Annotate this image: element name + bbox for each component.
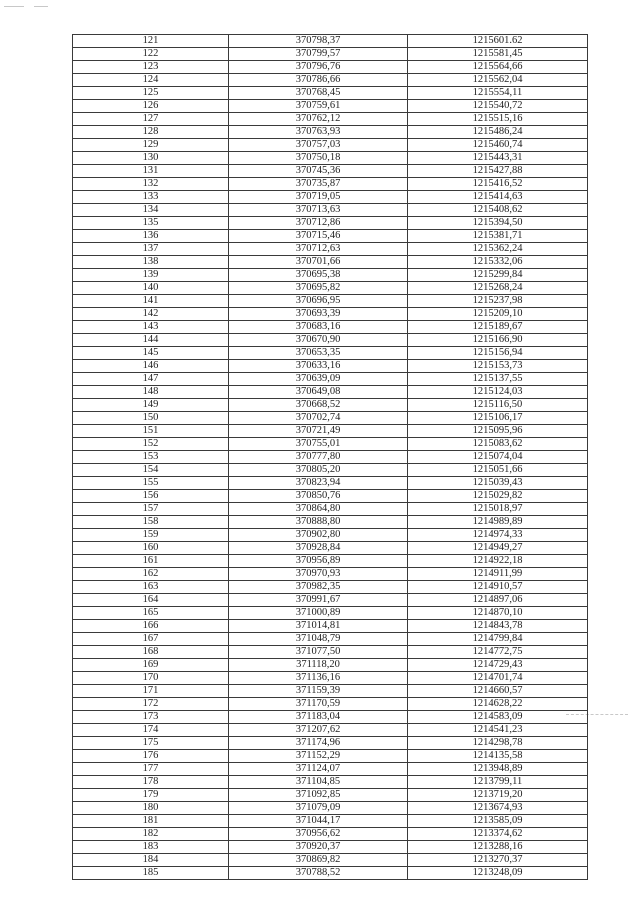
table-row xyxy=(73,438,588,451)
x-coordinate-cell: 370850,76 xyxy=(229,490,408,503)
x-coordinate-cell: 370956,62 xyxy=(229,828,408,841)
point-number-cell: 152 xyxy=(73,438,229,451)
point-number-cell: 125 xyxy=(73,87,229,100)
x-coordinate-cell: 370715,46 xyxy=(229,230,408,243)
y-coordinate-cell: 1215106,17 xyxy=(408,412,588,425)
y-coordinate-cell: 1215416,52 xyxy=(408,178,588,191)
x-coordinate-cell: 370693,39 xyxy=(229,308,408,321)
point-number-cell: 151 xyxy=(73,425,229,438)
table-row xyxy=(73,139,588,152)
y-coordinate-cell: 1215332,06 xyxy=(408,256,588,269)
point-number-cell: 141 xyxy=(73,295,229,308)
y-coordinate-cell: 1215268,24 xyxy=(408,282,588,295)
x-coordinate-cell: 371124,07 xyxy=(229,763,408,776)
point-number-cell: 181 xyxy=(73,815,229,828)
point-number-cell: 179 xyxy=(73,789,229,802)
x-coordinate-cell: 370696,95 xyxy=(229,295,408,308)
table-row xyxy=(73,555,588,568)
point-number-cell: 170 xyxy=(73,672,229,685)
y-coordinate-cell: 1214772,75 xyxy=(408,646,588,659)
x-coordinate-cell: 371183,04 xyxy=(229,711,408,724)
coordinates-table-body xyxy=(73,35,588,880)
table-row xyxy=(73,646,588,659)
point-number-cell: 128 xyxy=(73,126,229,139)
point-number-cell: 165 xyxy=(73,607,229,620)
x-coordinate-cell: 371152,29 xyxy=(229,750,408,763)
table-row xyxy=(73,386,588,399)
y-coordinate-cell: 1215564,66 xyxy=(408,61,588,74)
x-coordinate-cell: 371014,81 xyxy=(229,620,408,633)
point-number-cell: 144 xyxy=(73,334,229,347)
coordinates-table xyxy=(72,34,588,880)
table-row xyxy=(73,672,588,685)
y-coordinate-cell: 1214922,18 xyxy=(408,555,588,568)
y-coordinate-cell: 1215299,84 xyxy=(408,269,588,282)
table-row xyxy=(73,308,588,321)
table-row xyxy=(73,230,588,243)
x-coordinate-cell: 370750,18 xyxy=(229,152,408,165)
point-number-cell: 142 xyxy=(73,308,229,321)
x-coordinate-cell: 371159,39 xyxy=(229,685,408,698)
y-coordinate-cell: 1214911,99 xyxy=(408,568,588,581)
x-coordinate-cell: 370757,03 xyxy=(229,139,408,152)
point-number-cell: 174 xyxy=(73,724,229,737)
table-row xyxy=(73,74,588,87)
y-coordinate-cell: 1215515,16 xyxy=(408,113,588,126)
point-number-cell: 135 xyxy=(73,217,229,230)
table-row xyxy=(73,152,588,165)
point-number-cell: 169 xyxy=(73,659,229,672)
y-coordinate-cell: 1214729,43 xyxy=(408,659,588,672)
table-row xyxy=(73,412,588,425)
point-number-cell: 183 xyxy=(73,841,229,854)
table-row xyxy=(73,711,588,724)
x-coordinate-cell: 370702,74 xyxy=(229,412,408,425)
y-coordinate-cell: 1215581,45 xyxy=(408,48,588,61)
y-coordinate-cell: 1215153,73 xyxy=(408,360,588,373)
x-coordinate-cell: 371174,96 xyxy=(229,737,408,750)
y-coordinate-cell: 1213288,16 xyxy=(408,841,588,854)
point-number-cell: 185 xyxy=(73,867,229,880)
table-row xyxy=(73,373,588,386)
table-row xyxy=(73,802,588,815)
point-number-cell: 129 xyxy=(73,139,229,152)
table-row xyxy=(73,256,588,269)
y-coordinate-cell: 1215408,62 xyxy=(408,204,588,217)
y-coordinate-cell: 1214701,74 xyxy=(408,672,588,685)
y-coordinate-cell: 1214989,89 xyxy=(408,516,588,529)
y-coordinate-cell: 1213374,62 xyxy=(408,828,588,841)
x-coordinate-cell: 370796,76 xyxy=(229,61,408,74)
point-number-cell: 155 xyxy=(73,477,229,490)
point-number-cell: 127 xyxy=(73,113,229,126)
x-coordinate-cell: 370888,80 xyxy=(229,516,408,529)
y-coordinate-cell: 1215189,67 xyxy=(408,321,588,334)
point-number-cell: 153 xyxy=(73,451,229,464)
x-coordinate-cell: 370864,80 xyxy=(229,503,408,516)
y-coordinate-cell: 1213270,37 xyxy=(408,854,588,867)
x-coordinate-cell: 370823,94 xyxy=(229,477,408,490)
table-row xyxy=(73,204,588,217)
point-number-cell: 150 xyxy=(73,412,229,425)
table-row xyxy=(73,529,588,542)
table-row xyxy=(73,594,588,607)
y-coordinate-cell: 1215381,71 xyxy=(408,230,588,243)
point-number-cell: 121 xyxy=(73,35,229,48)
table-row xyxy=(73,737,588,750)
y-coordinate-cell: 1214949,27 xyxy=(408,542,588,555)
x-coordinate-cell: 370649,08 xyxy=(229,386,408,399)
table-row xyxy=(73,633,588,646)
y-coordinate-cell: 1215029,82 xyxy=(408,490,588,503)
y-coordinate-cell: 1215209,10 xyxy=(408,308,588,321)
y-coordinate-cell: 1214628,22 xyxy=(408,698,588,711)
x-coordinate-cell: 370928,84 xyxy=(229,542,408,555)
point-number-cell: 139 xyxy=(73,269,229,282)
point-number-cell: 137 xyxy=(73,243,229,256)
table-row xyxy=(73,61,588,74)
x-coordinate-cell: 371170,59 xyxy=(229,698,408,711)
x-coordinate-cell: 370786,66 xyxy=(229,74,408,87)
scan-artifact xyxy=(34,6,48,7)
table-row xyxy=(73,659,588,672)
y-coordinate-cell: 1214541,23 xyxy=(408,724,588,737)
table-row xyxy=(73,243,588,256)
table-row xyxy=(73,282,588,295)
table-row xyxy=(73,321,588,334)
x-coordinate-cell: 371118,20 xyxy=(229,659,408,672)
x-coordinate-cell: 370805,20 xyxy=(229,464,408,477)
point-number-cell: 158 xyxy=(73,516,229,529)
table-row xyxy=(73,464,588,477)
table-row xyxy=(73,581,588,594)
y-coordinate-cell: 1215095,96 xyxy=(408,425,588,438)
table-row xyxy=(73,399,588,412)
table-row xyxy=(73,516,588,529)
y-coordinate-cell: 1214135,58 xyxy=(408,750,588,763)
table-row xyxy=(73,217,588,230)
table-row xyxy=(73,425,588,438)
table-row xyxy=(73,48,588,61)
table-row xyxy=(73,503,588,516)
table-row xyxy=(73,347,588,360)
point-number-cell: 168 xyxy=(73,646,229,659)
point-number-cell: 164 xyxy=(73,594,229,607)
x-coordinate-cell: 370701,66 xyxy=(229,256,408,269)
x-coordinate-cell: 370712,86 xyxy=(229,217,408,230)
point-number-cell: 147 xyxy=(73,373,229,386)
table-row xyxy=(73,724,588,737)
x-coordinate-cell: 370755,01 xyxy=(229,438,408,451)
table-row xyxy=(73,178,588,191)
table-row xyxy=(73,165,588,178)
y-coordinate-cell: 1214910,57 xyxy=(408,581,588,594)
point-number-cell: 159 xyxy=(73,529,229,542)
y-coordinate-cell: 1215540,72 xyxy=(408,100,588,113)
x-coordinate-cell: 370956,89 xyxy=(229,555,408,568)
y-coordinate-cell: 1215116,50 xyxy=(408,399,588,412)
scan-artifact xyxy=(4,6,24,7)
point-number-cell: 133 xyxy=(73,191,229,204)
y-coordinate-cell: 1215460,74 xyxy=(408,139,588,152)
table-row xyxy=(73,607,588,620)
y-coordinate-cell: 1215443,31 xyxy=(408,152,588,165)
x-coordinate-cell: 370721,49 xyxy=(229,425,408,438)
point-number-cell: 171 xyxy=(73,685,229,698)
x-coordinate-cell: 370695,38 xyxy=(229,269,408,282)
y-coordinate-cell: 1214870,10 xyxy=(408,607,588,620)
table-row xyxy=(73,828,588,841)
table-row xyxy=(73,763,588,776)
x-coordinate-cell: 371104,85 xyxy=(229,776,408,789)
table-row xyxy=(73,360,588,373)
point-number-cell: 122 xyxy=(73,48,229,61)
point-number-cell: 154 xyxy=(73,464,229,477)
x-coordinate-cell: 370798,37 xyxy=(229,35,408,48)
table-row xyxy=(73,776,588,789)
point-number-cell: 176 xyxy=(73,750,229,763)
y-coordinate-cell: 1215156,94 xyxy=(408,347,588,360)
point-number-cell: 167 xyxy=(73,633,229,646)
table-row xyxy=(73,867,588,880)
point-number-cell: 149 xyxy=(73,399,229,412)
x-coordinate-cell: 370982,35 xyxy=(229,581,408,594)
table-row xyxy=(73,87,588,100)
table-row xyxy=(73,295,588,308)
table-row xyxy=(73,789,588,802)
x-coordinate-cell: 370762,12 xyxy=(229,113,408,126)
point-number-cell: 180 xyxy=(73,802,229,815)
point-number-cell: 160 xyxy=(73,542,229,555)
x-coordinate-cell: 371044,17 xyxy=(229,815,408,828)
y-coordinate-cell: 1214974,33 xyxy=(408,529,588,542)
y-coordinate-cell: 1215414,63 xyxy=(408,191,588,204)
y-coordinate-cell: 1214583,09 xyxy=(408,711,588,724)
y-coordinate-cell: 1213585,09 xyxy=(408,815,588,828)
table-row xyxy=(73,568,588,581)
point-number-cell: 156 xyxy=(73,490,229,503)
x-coordinate-cell: 370683,16 xyxy=(229,321,408,334)
x-coordinate-cell: 370788,52 xyxy=(229,867,408,880)
point-number-cell: 145 xyxy=(73,347,229,360)
point-number-cell: 163 xyxy=(73,581,229,594)
point-number-cell: 123 xyxy=(73,61,229,74)
x-coordinate-cell: 370763,93 xyxy=(229,126,408,139)
y-coordinate-cell: 1215074,04 xyxy=(408,451,588,464)
y-coordinate-cell: 1215237,98 xyxy=(408,295,588,308)
y-coordinate-cell: 1215562,04 xyxy=(408,74,588,87)
x-coordinate-cell: 370633,16 xyxy=(229,360,408,373)
y-coordinate-cell: 1215554,11 xyxy=(408,87,588,100)
x-coordinate-cell: 371077,50 xyxy=(229,646,408,659)
table-row xyxy=(73,100,588,113)
point-number-cell: 148 xyxy=(73,386,229,399)
point-number-cell: 132 xyxy=(73,178,229,191)
y-coordinate-cell: 1215486,24 xyxy=(408,126,588,139)
x-coordinate-cell: 370719,05 xyxy=(229,191,408,204)
point-number-cell: 134 xyxy=(73,204,229,217)
x-coordinate-cell: 370902,80 xyxy=(229,529,408,542)
x-coordinate-cell: 371048,79 xyxy=(229,633,408,646)
x-coordinate-cell: 371136,16 xyxy=(229,672,408,685)
x-coordinate-cell: 371092,85 xyxy=(229,789,408,802)
x-coordinate-cell: 371207,62 xyxy=(229,724,408,737)
x-coordinate-cell: 370991,67 xyxy=(229,594,408,607)
y-coordinate-cell: 1214298,78 xyxy=(408,737,588,750)
point-number-cell: 178 xyxy=(73,776,229,789)
table-row xyxy=(73,35,588,48)
table-row xyxy=(73,841,588,854)
point-number-cell: 162 xyxy=(73,568,229,581)
point-number-cell: 131 xyxy=(73,165,229,178)
y-coordinate-cell: 1213799,11 xyxy=(408,776,588,789)
table-row xyxy=(73,685,588,698)
point-number-cell: 172 xyxy=(73,698,229,711)
point-number-cell: 126 xyxy=(73,100,229,113)
y-coordinate-cell: 1215166,90 xyxy=(408,334,588,347)
y-coordinate-cell: 1215039,43 xyxy=(408,477,588,490)
y-coordinate-cell: 1213674,93 xyxy=(408,802,588,815)
table-row xyxy=(73,620,588,633)
y-coordinate-cell: 1215124,03 xyxy=(408,386,588,399)
y-coordinate-cell: 1215394,50 xyxy=(408,217,588,230)
table-row xyxy=(73,815,588,828)
point-number-cell: 184 xyxy=(73,854,229,867)
table-row xyxy=(73,490,588,503)
point-number-cell: 143 xyxy=(73,321,229,334)
x-coordinate-cell: 371000,89 xyxy=(229,607,408,620)
y-coordinate-cell: 1213248,09 xyxy=(408,867,588,880)
y-coordinate-cell: 1215601.62 xyxy=(408,35,588,48)
x-coordinate-cell: 370639,09 xyxy=(229,373,408,386)
table-row xyxy=(73,334,588,347)
table-row xyxy=(73,126,588,139)
point-number-cell: 130 xyxy=(73,152,229,165)
x-coordinate-cell: 370668,52 xyxy=(229,399,408,412)
point-number-cell: 173 xyxy=(73,711,229,724)
point-number-cell: 124 xyxy=(73,74,229,87)
x-coordinate-cell: 371079,09 xyxy=(229,802,408,815)
table-row xyxy=(73,477,588,490)
y-coordinate-cell: 1213948,89 xyxy=(408,763,588,776)
table-row xyxy=(73,542,588,555)
y-coordinate-cell: 1214660,57 xyxy=(408,685,588,698)
y-coordinate-cell: 1215362,24 xyxy=(408,243,588,256)
point-number-cell: 177 xyxy=(73,763,229,776)
y-coordinate-cell: 1215427,88 xyxy=(408,165,588,178)
x-coordinate-cell: 370920,37 xyxy=(229,841,408,854)
table-row xyxy=(73,451,588,464)
x-coordinate-cell: 370712,63 xyxy=(229,243,408,256)
x-coordinate-cell: 370869,82 xyxy=(229,854,408,867)
x-coordinate-cell: 370759,61 xyxy=(229,100,408,113)
x-coordinate-cell: 370970,93 xyxy=(229,568,408,581)
table-row xyxy=(73,698,588,711)
table-row xyxy=(73,750,588,763)
point-number-cell: 182 xyxy=(73,828,229,841)
table-row xyxy=(73,269,588,282)
x-coordinate-cell: 370713,63 xyxy=(229,204,408,217)
y-coordinate-cell: 1213719,20 xyxy=(408,789,588,802)
point-number-cell: 140 xyxy=(73,282,229,295)
x-coordinate-cell: 370799,57 xyxy=(229,48,408,61)
x-coordinate-cell: 370768,45 xyxy=(229,87,408,100)
table-row xyxy=(73,854,588,867)
x-coordinate-cell: 370745,36 xyxy=(229,165,408,178)
y-coordinate-cell: 1215083,62 xyxy=(408,438,588,451)
x-coordinate-cell: 370777,80 xyxy=(229,451,408,464)
x-coordinate-cell: 370735,87 xyxy=(229,178,408,191)
table-row xyxy=(73,113,588,126)
y-coordinate-cell: 1215018,97 xyxy=(408,503,588,516)
point-number-cell: 146 xyxy=(73,360,229,373)
y-coordinate-cell: 1215051,66 xyxy=(408,464,588,477)
y-coordinate-cell: 1214843,78 xyxy=(408,620,588,633)
point-number-cell: 157 xyxy=(73,503,229,516)
x-coordinate-cell: 370695,82 xyxy=(229,282,408,295)
x-coordinate-cell: 370653,35 xyxy=(229,347,408,360)
point-number-cell: 161 xyxy=(73,555,229,568)
point-number-cell: 175 xyxy=(73,737,229,750)
x-coordinate-cell: 370670,90 xyxy=(229,334,408,347)
point-number-cell: 138 xyxy=(73,256,229,269)
y-coordinate-cell: 1214897,06 xyxy=(408,594,588,607)
point-number-cell: 136 xyxy=(73,230,229,243)
y-coordinate-cell: 1214799,84 xyxy=(408,633,588,646)
point-number-cell: 166 xyxy=(73,620,229,633)
y-coordinate-cell: 1215137,55 xyxy=(408,373,588,386)
table-row xyxy=(73,191,588,204)
